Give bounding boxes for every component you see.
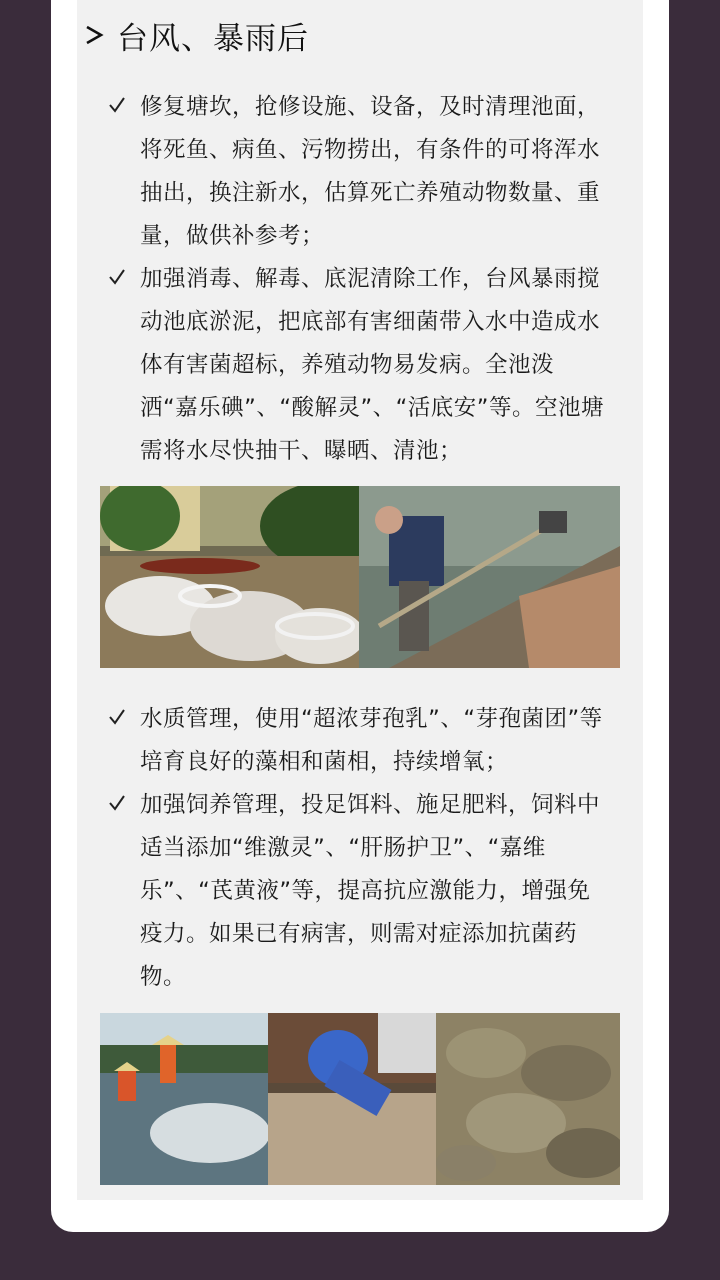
list-item-text: 水质管理，使用“超浓芽孢乳”、“芽孢菌团”等培育良好的藻相和菌相，持续增氧； — [140, 706, 603, 775]
pumping-water-photo — [359, 486, 620, 668]
list-item — [108, 698, 608, 784]
list-item — [108, 784, 608, 999]
section-heading — [83, 12, 309, 58]
list-item — [108, 86, 608, 258]
list-item — [108, 258, 608, 473]
checkmark-icon — [108, 268, 126, 286]
measures-list-1 — [108, 86, 608, 473]
section-title: 台风、暴雨后 — [117, 20, 309, 57]
shrimp-harvest-photo — [268, 1013, 436, 1185]
photo-row-2 — [100, 1013, 620, 1185]
measures-list-2 — [108, 698, 608, 999]
checkmark-icon — [108, 96, 126, 114]
list-item-text: 修复塘坎，抢修设施、设备，及时清理池面，将死鱼、病鱼、污物捞出，有条件的可将浑水抽出，换注新水，估算死亡养殖动物数量、重量，做供补参考； — [140, 94, 601, 249]
crabs-photo — [436, 1013, 620, 1185]
arrow-right-icon — [83, 24, 105, 46]
flood-debris-photo — [100, 486, 359, 668]
photo-row-1 — [100, 486, 620, 668]
list-item-text: 加强饲养管理，投足饵料、施足肥料，饲料中适当添加“维激灵”、“肝肠护卫”、“嘉维乐”、“芪黄液”等，提高抗应激能力，增强免疫力。如果已有病害，则需对症添加抗菌药物。 — [140, 792, 601, 990]
checkmark-icon — [108, 794, 126, 812]
list-item-text: 加强消毒、解毒、底泥清除工作，台风暴雨搅动池底淤泥，把底部有害细菌带入水中造成水体有害菌超标，养殖动物易发病。全池泼洒“嘉乐碘”、“酸解灵”、“活底安”等。空池塘需将水尽快抽干、曝晒、清池； — [140, 266, 604, 464]
checkmark-icon — [108, 708, 126, 726]
fishing-net-photo — [100, 1013, 268, 1185]
